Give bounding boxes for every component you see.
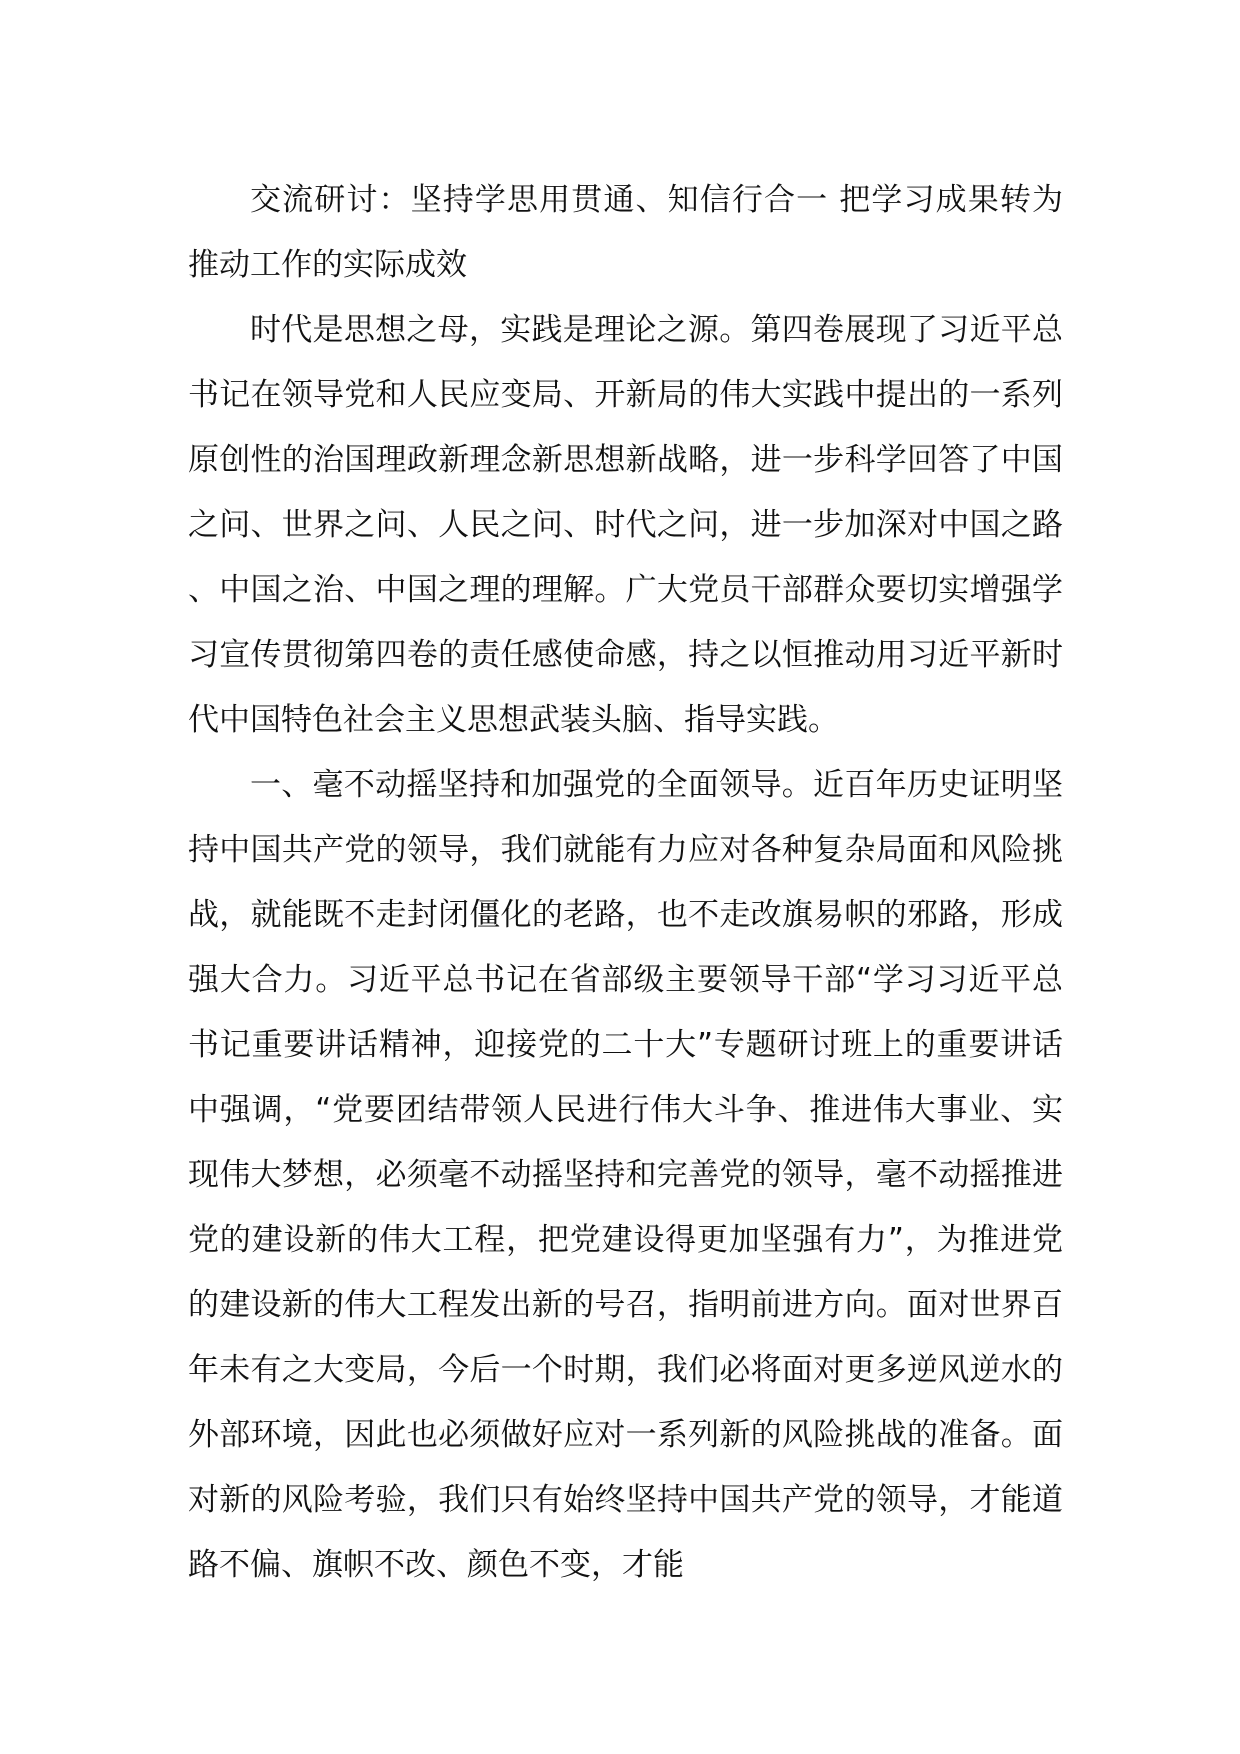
- document-body: [188, 168, 1063, 1598]
- document-title: 交流研讨：坚持学思用贯通、知信行合一 把学习成果转为推动工作的实际成效: [188, 182, 1063, 283]
- paragraph-section-one: 一、毫不动摇坚持和加强党的全面领导。近百年历史证明坚持中国共产党的领导，我们就能有力应对各种复杂局面和风险挑战，就能既不走封闭僵化的老路，也不走改旗易帜的邪路，形成强大合力。习近平总书记在省部级主要领导干部“学习习近平总书记重要讲话精神，迎接党的二十大”专题研讨班上的重要讲话中强调，“党要团结带领人民进行伟大斗争、推进伟大事业、实现伟大梦想，必须毫不动摇坚持和完善党的领导，毫不动摇推进党的建设新的伟大工程，把党建设得更加坚强有力”，为推进党的建设新的伟大工程发出新的号召，指明前进方向。面对世界百年未有之大变局，今后一个时期，我们必将面对更多逆风逆水的外部环境，因此也必须做好应对一系列新的风险挑战的准备。面对新的风险考验，我们只有始终坚持中国共产党的领导，才能道路不偏、旗帜不改、颜色不变，才能: [188, 767, 1063, 1583]
- paragraph-intro: 时代是思想之母，实践是理论之源。第四卷展现了习近平总书记在领导党和人民应变局、开新局的伟大实践中提出的一系列原创性的治国理政新理念新思想新战略，进一步科学回答了中国之问、世界之问、人民之问、时代之问，进一步加深对中国之路、中国之治、中国之理的理解。广大党员干部群众要切实增强学习宣传贯彻第四卷的责任感使命感，持之以恒推动用习近平新时代中国特色社会主义思想武装头脑、指导实践。: [188, 312, 1063, 738]
